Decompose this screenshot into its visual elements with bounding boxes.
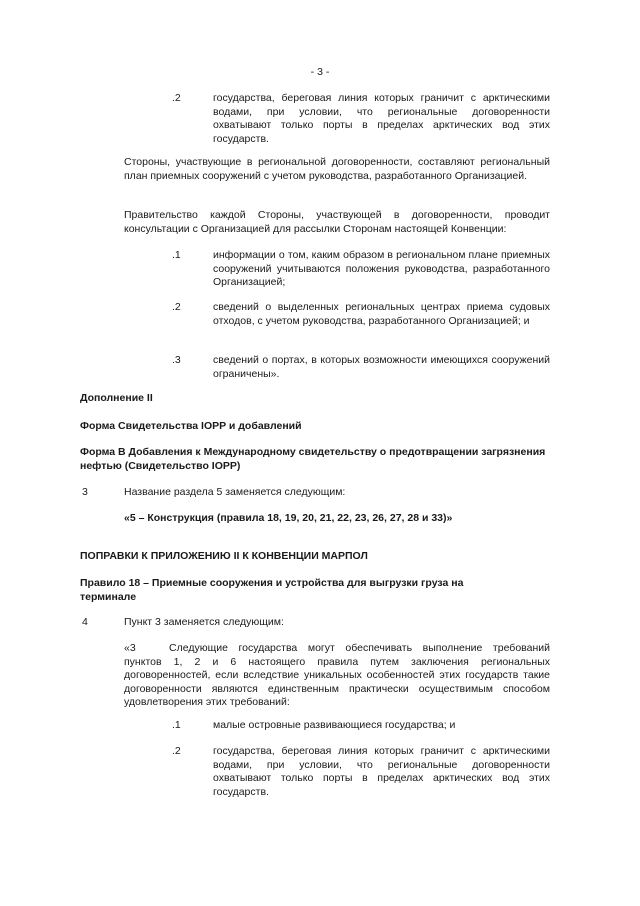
- quoted-title: «5 – Конструкция (правила 18, 19, 20, 21, 22, 23, 26, 27, 28 и 33)»: [124, 512, 453, 524]
- quote-number: «3: [124, 642, 136, 654]
- item-text: Пункт 3 заменяется следующим:: [124, 616, 284, 628]
- item-text: Название раздела 5 заменяется следующим:: [124, 486, 346, 498]
- form-b-heading: Форма В Добавления к Международному свидетельству о предотвращении загрязнения нефтью (Свидетельство IOPP): [80, 446, 546, 472]
- list-item-number: .2: [172, 745, 181, 757]
- list-item-number: .1: [172, 719, 181, 731]
- list-item-text: государства, береговая линия которых граничит с арктическими водами, при условии, что региональные договоренности охватывают только порты в пределах арктических вод этих государств.: [213, 745, 550, 798]
- item-number: 4: [82, 616, 88, 628]
- quote-paragraph: Следующие государства могут обеспечивать выполнение требований пунктов 1, 2 и 6 настоящего правила путем заключения региональных договоренностей, если вследствие уникальных особенностей этих государств такие договоренности являются единственным практически осуществимым способом удовлетворения этих требований:: [124, 642, 550, 708]
- list-item-text: государства, береговая линия которых граничит с арктическими водами, при условии, что региональные договоренности охватывают только порты в пределах арктических вод этих государств.: [213, 92, 550, 145]
- list-item-number: .2: [172, 301, 181, 313]
- list-item-text: информации о том, каким образом в региональном плане приемных сооружений учитываются положения руководства, разработанного Организацией;: [213, 249, 550, 288]
- list-item-text: малые островные развивающиеся государства; и: [213, 719, 456, 731]
- list-item-number: .1: [172, 249, 181, 261]
- form-heading: Форма Свидетельства IOPP и добавлений: [80, 420, 302, 432]
- paragraph: Стороны, участвующие в региональной договоренности, составляют региональный план приемных сооружений с учетом руководства, разработанного Организацией.: [124, 156, 550, 182]
- annex-heading: ПОПРАВКИ К ПРИЛОЖЕНИЮ II К КОНВЕНЦИИ МАРПОЛ: [80, 550, 368, 562]
- list-item-number: .3: [172, 354, 181, 366]
- rule-heading: Правило 18 – Приемные сооружения и устройства для выгрузки груза на терминале: [80, 577, 464, 603]
- paragraph: Правительство каждой Стороны, участвующей в договоренности, проводит консультации с Организацией для рассылки Сторонам настоящей Конвенции:: [124, 209, 550, 235]
- item-number: 3: [82, 486, 88, 498]
- list-item-text: сведений о портах, в которых возможности имеющихся сооружений ограничены».: [213, 354, 550, 380]
- list-item-text: сведений о выделенных региональных центрах приема судовых отходов, с учетом руководства, разработанного Организацией; и: [213, 301, 550, 327]
- page-number: - 3 -: [310, 66, 330, 78]
- appendix-heading: Дополнение II: [80, 392, 153, 404]
- list-item-number: .2: [172, 92, 181, 104]
